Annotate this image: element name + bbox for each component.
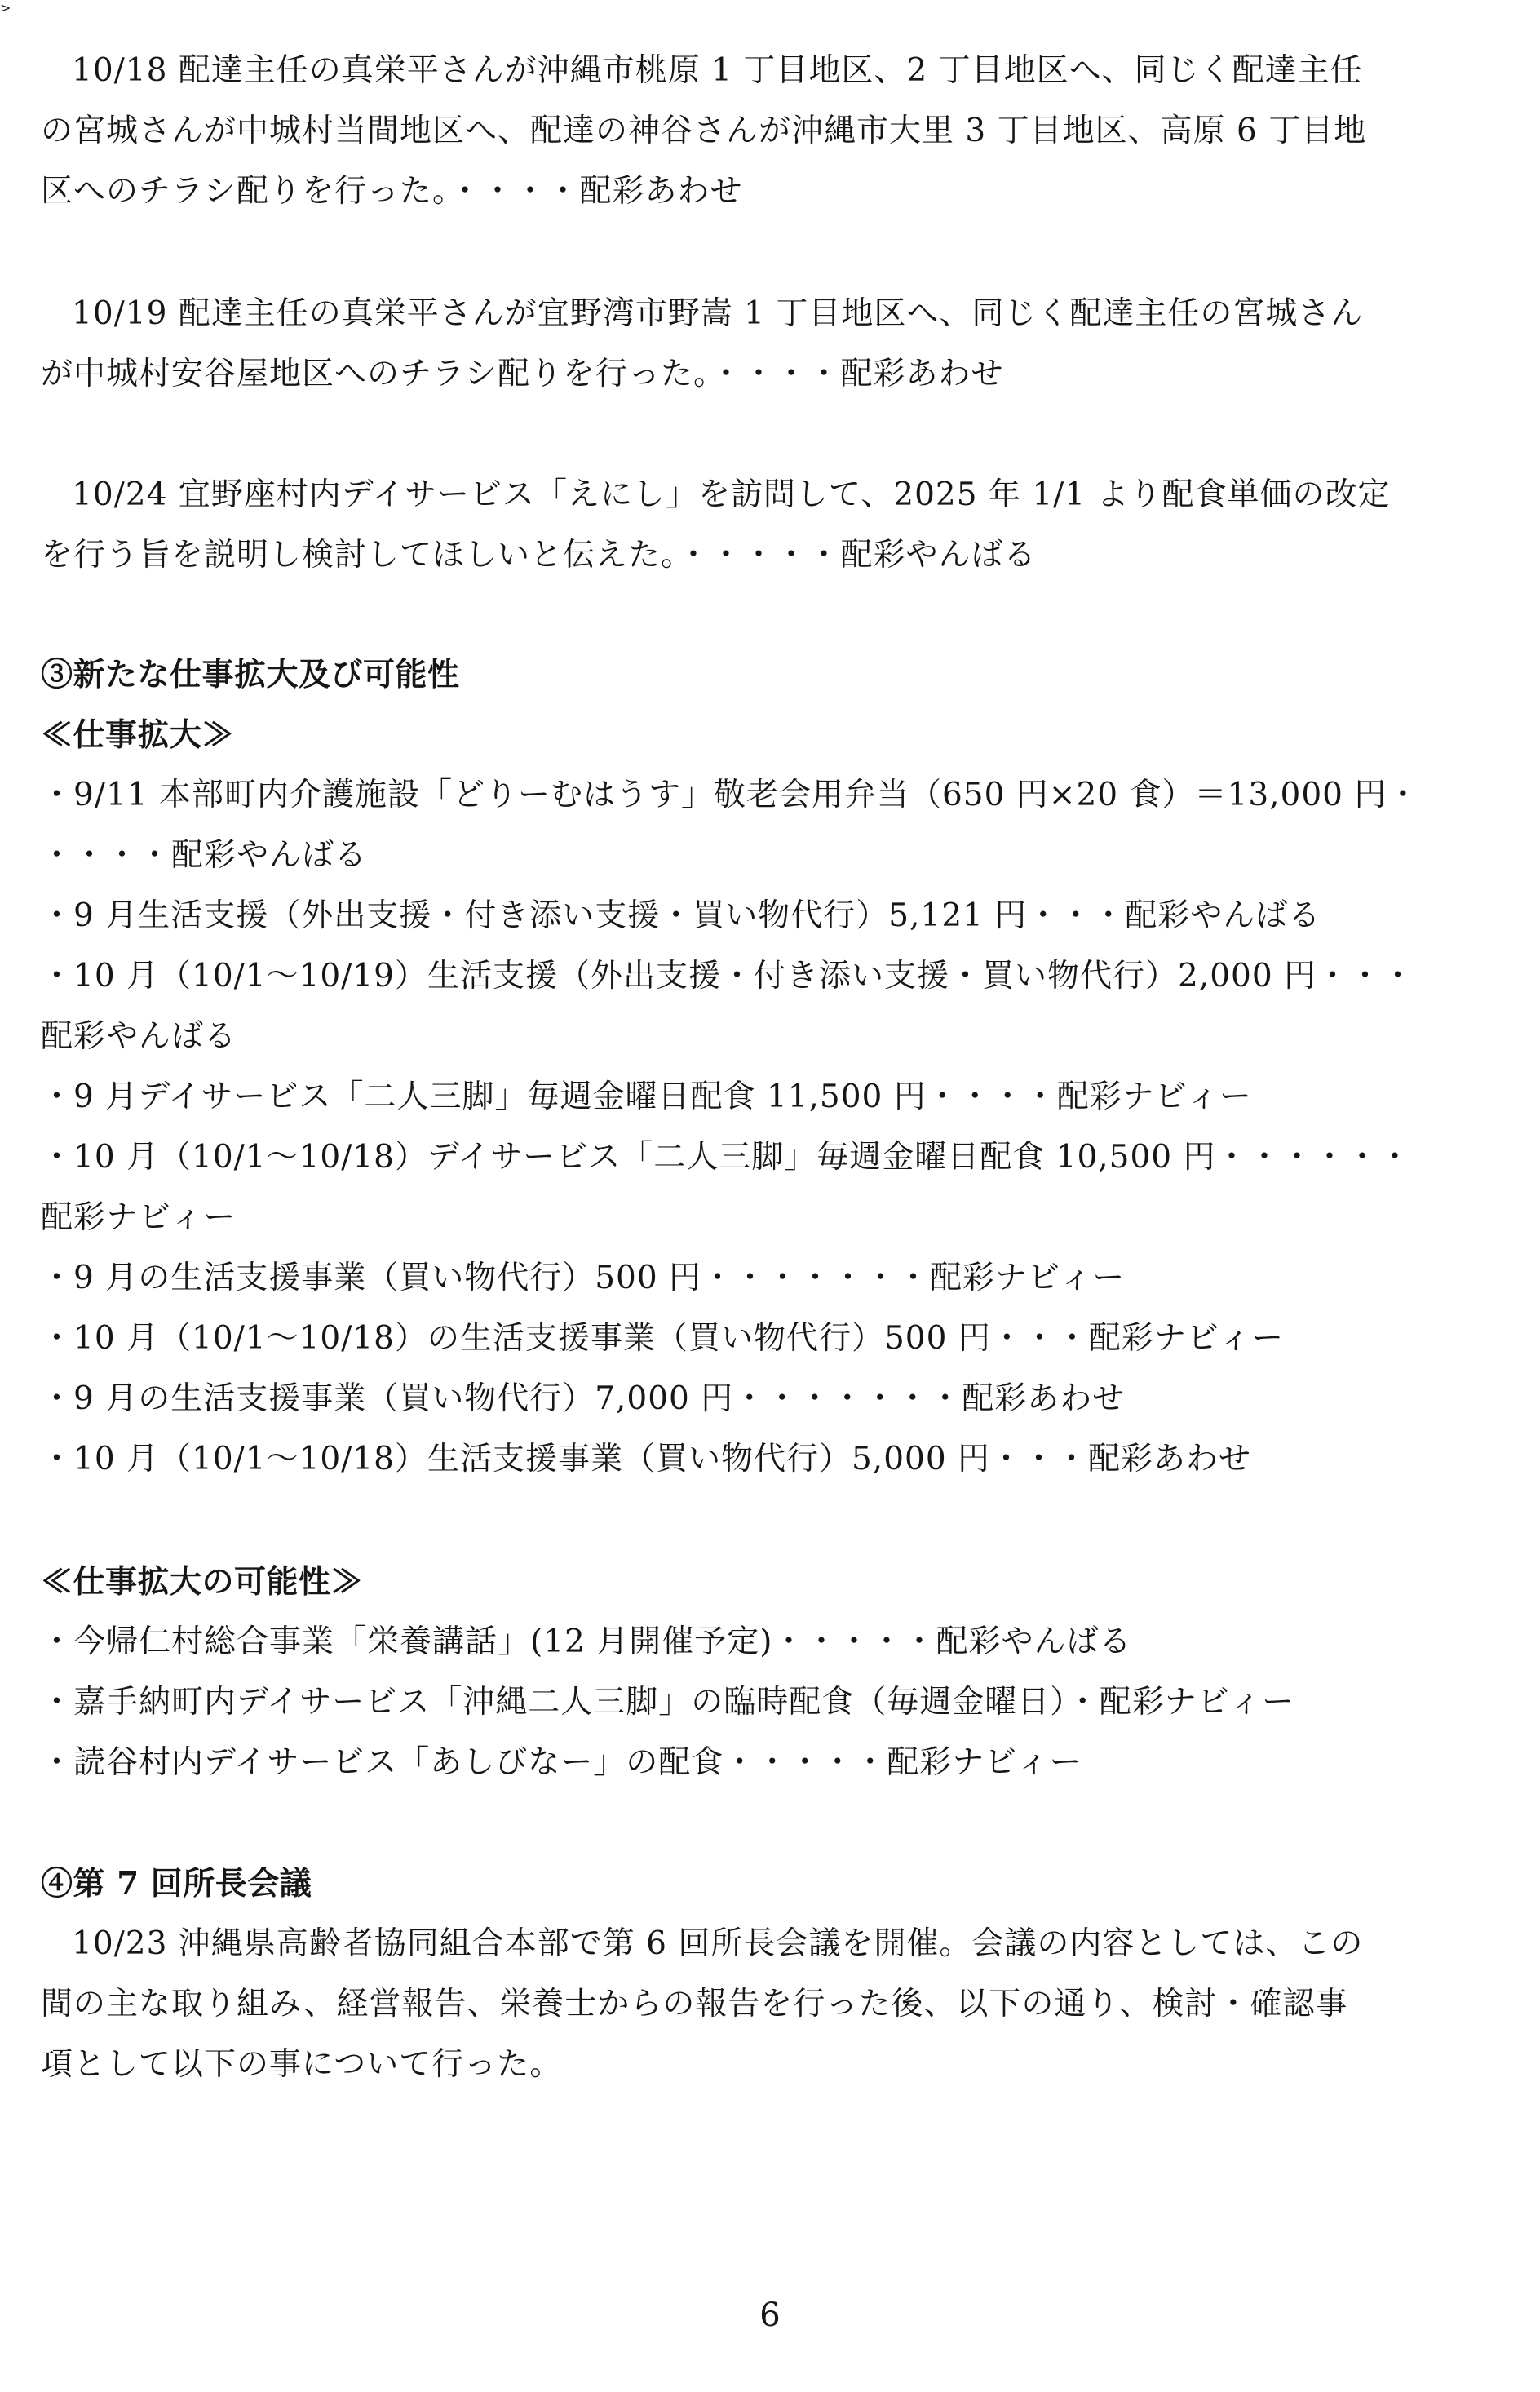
section-heading: ④第 7 回所長会議	[41, 1865, 312, 1903]
list-item: ・9 月の生活支援事業（買い物代行）500 円・・・・・・・配彩ナビィー	[41, 1260, 1126, 1296]
text-line: 10/19 配達主任の真栄平さんが宜野湾市野嵩 1 丁目地区へ、同じく配達主任の宮城さん	[72, 295, 1364, 332]
subsection-heading: ≪仕事拡大の可能性≫	[41, 1563, 364, 1601]
paragraph-1024	[41, 465, 1501, 586]
list-item: ・今帰仁村総合事業「栄養講話」(12 月開催予定)・・・・・配彩やんばる	[41, 1623, 1132, 1660]
list-item-continuation: 配彩やんばる	[41, 1018, 237, 1055]
list-item: ・9 月の生活支援事業（買い物代行）7,000 円・・・・・・・配彩あわせ	[41, 1380, 1126, 1417]
paragraph-1019	[41, 284, 1501, 405]
section-director-meeting	[41, 1854, 1501, 2095]
document-page: 10/18 配達主任の真栄平さんが沖縄市桃原 1 丁目地区、2 丁目地区へ、同じく配達主任 の宮城さんが中城村当間地区へ、配達の神谷さんが沖縄市大里 3 丁目地区、高原 6 丁目地 区へのチラシ配りを行った。・・・・配彩あわせ 10/19 配達主任の真栄平さんが宜野湾市野嵩 1 丁目地区へ、同じく配達主任の宮城さん が中城村安谷屋地区へのチラシ配りを行った。・・・・配彩あわせ 10/24 宜野座村内デイサービス「えにし」を訪問して、2025 年 1/1 より配食単価の改定 を行う旨を説明し検討してほしいと伝えた。・・・・・配彩やんばる ③新たな仕事拡大及び可能性 ≪仕事拡大≫ ・9/11 本部町内介護施設「どりーむはうす」敬老会用弁当（650 円×20 食）＝13,000 円・ ・・・・配彩やんばる ・9 月生活支援（外出支援・付き添い支援・買い物代行）5,121 円・・・配彩やんばる ・10 月（10/1〜10/19）生活支援（外出支援・付き添い支援・買い物代行）2,000 円・・・ 配彩やんばる ・9 月デイサービス「二人三脚」毎週金曜日配食 11,500 円・・・・配彩ナビィー ・10 月（10/1〜10/18）デイサービス「二人三脚」毎週金曜日配食 10,500 円・・・・・・ 配彩ナビィー ・9 月の生活支援事業（買い物代行）500 円・・・・・・・配彩ナビィー ・10 月（10/1〜10/18）の生活支援事業（買い物代行）500 円・・・配彩ナビィー ・9 月の生活支援事業（買い物代行）7,000 円・・・・・・・配彩あわせ ・10 月（10/1〜10/18）生活支援事業（買い物代行）5,000 円・・・配彩あわせ ≪仕事拡大の可能性≫ ・今帰仁村総合事業「栄養講話」(12 月開催予定)・・・・・配彩やんばる ・嘉手納町内デイサービス「沖縄二人三脚」の臨時配食（毎週金曜日）・配彩ナビィー ・読谷村内デイサービス「あしびなー」の配食・・・・・配彩ナビィー > ④第 7 回所長会議 10/23 沖縄県高齢者協同組合本部で第 6 回所長会議を開催。会議の内容としては、この 間の主な取り組み、経営報告、栄養士からの報告を行った後、以下の通り、検討・確認事 項として以下の事について行った。 6	[0, 0, 1540, 2392]
text-line: が中城村安谷屋地区へのチラシ配りを行った。・・・・配彩あわせ	[41, 356, 1004, 392]
text-line: 10/18 配達主任の真栄平さんが沖縄市桃原 1 丁目地区、2 丁目地区へ、同じく配達主任	[72, 52, 1363, 89]
list-item-continuation: 配彩ナビィー	[41, 1199, 237, 1236]
text-line: の宮城さんが中城村当間地区へ、配達の神谷さんが沖縄市大里 3 丁目地区、高原 6 丁目地	[41, 113, 1367, 149]
list-item: ・10 月（10/1〜10/18）生活支援事業（買い物代行）5,000 円・・・配彩あわせ	[41, 1441, 1252, 1477]
list-item: ・10 月（10/1〜10/18）デイサービス「二人三脚」毎週金曜日配食 10,500 円・・・・・・	[41, 1139, 1412, 1176]
section-new-work-expansion	[41, 645, 1501, 1490]
text-line: 項として以下の事について行った。	[41, 2046, 563, 2083]
subsection-heading: ≪仕事拡大≫	[41, 716, 235, 754]
list-item: ・9 月デイサービス「二人三脚」毎週金曜日配食 11,500 円・・・・配彩ナビィー	[41, 1079, 1252, 1115]
paragraph-1018	[41, 41, 1501, 222]
section-work-expansion-possibility	[41, 1552, 1501, 1793]
section-heading: ③新たな仕事拡大及び可能性	[41, 656, 460, 693]
list-item: ・10 月（10/1〜10/18）の生活支援事業（買い物代行）500 円・・・配彩ナビィー	[41, 1320, 1285, 1357]
page-number: 6	[759, 2297, 781, 2334]
list-item: ・読谷村内デイサービス「あしびなー」の配食・・・・・配彩ナビィー	[41, 1744, 1082, 1781]
list-item: ・9/11 本部町内介護施設「どりーむはうす」敬老会用弁当（650 円×20 食）＝13,000 円・	[41, 777, 1420, 813]
text-line: 10/24 宜野座村内デイサービス「えにし」を訪問して、2025 年 1/1 より配食単価の改定	[72, 476, 1391, 513]
text-line: 間の主な取り組み、経営報告、栄養士からの報告を行った後、以下の通り、検討・確認事	[41, 1986, 1348, 2022]
text-line: 10/23 沖縄県高齢者協同組合本部で第 6 回所長会議を開催。会議の内容としては、この	[72, 1925, 1364, 1962]
text-line: を行う旨を説明し検討してほしいと伝えた。・・・・・配彩やんばる	[41, 537, 1037, 574]
list-item: ・10 月（10/1〜10/19）生活支援（外出支援・付き添い支援・買い物代行）2,000 円・・・	[41, 958, 1415, 994]
list-item: ・9 月生活支援（外出支援・付き添い支援・買い物代行）5,121 円・・・配彩やんばる	[41, 897, 1321, 934]
list-item-continuation: ・・・・配彩やんばる	[41, 837, 368, 874]
text-line: 区へのチラシ配りを行った。・・・・配彩あわせ	[41, 173, 743, 210]
list-item: ・嘉手納町内デイサービス「沖縄二人三脚」の臨時配食（毎週金曜日）・配彩ナビィー	[41, 1684, 1294, 1721]
